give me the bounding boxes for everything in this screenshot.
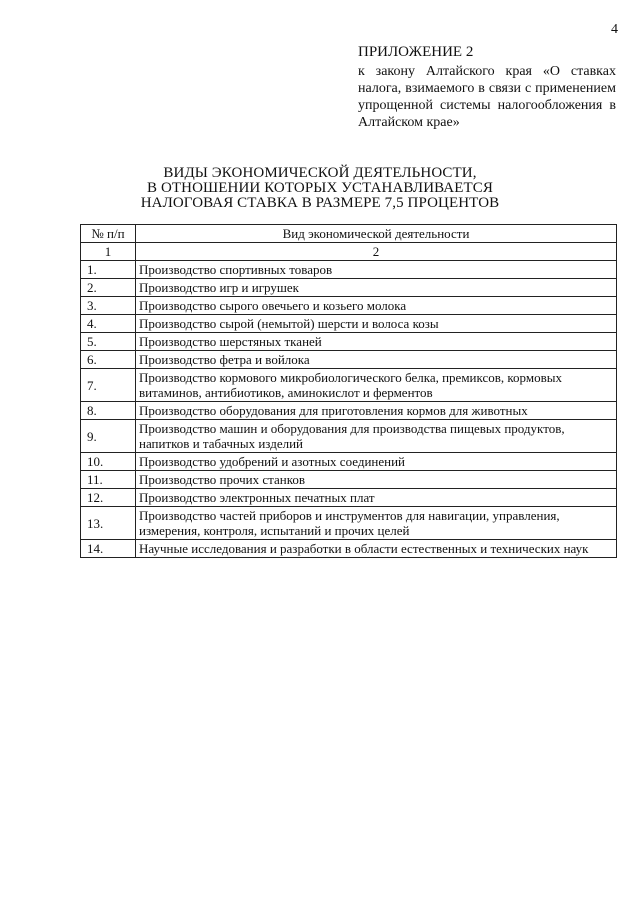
column-index-1: 1 xyxy=(81,243,136,261)
activity-name: Производство сырого овечьего и козьего молока xyxy=(136,297,617,315)
appendix-block xyxy=(358,44,616,131)
activity-name: Производство электронных печатных плат xyxy=(136,489,617,507)
column-index-2: 2 xyxy=(136,243,617,261)
row-number: 1. xyxy=(81,261,136,279)
activity-name: Производство шерстяных тканей xyxy=(136,333,617,351)
activity-name: Производство спортивных товаров xyxy=(136,261,617,279)
activities-table xyxy=(80,224,617,558)
table-row xyxy=(81,453,617,471)
row-number: 8. xyxy=(81,402,136,420)
row-number: 10. xyxy=(81,453,136,471)
row-number: 9. xyxy=(81,420,136,453)
table-row xyxy=(81,402,617,420)
heading-line-1: ВИДЫ ЭКОНОМИЧЕСКОЙ ДЕЯТЕЛЬНОСТИ, xyxy=(163,165,477,181)
activity-name: Производство прочих станков xyxy=(136,471,617,489)
row-number: 4. xyxy=(81,315,136,333)
column-index-row xyxy=(81,243,617,261)
appendix-text: к закону Алтайского края «О ставках налога, взимаемого в связи с применением упрощенной системы налогообложения в Алтайском крае» xyxy=(358,64,616,130)
table-row xyxy=(81,315,617,333)
table-row xyxy=(81,471,617,489)
table-row xyxy=(81,369,617,402)
appendix-title: ПРИЛОЖЕНИЕ 2 xyxy=(358,44,474,60)
activity-name: Производство машин и оборудования для производства пищевых продуктов, напитков и табачных изделий xyxy=(136,420,617,453)
row-number: 3. xyxy=(81,297,136,315)
row-number: 2. xyxy=(81,279,136,297)
row-number: 7. xyxy=(81,369,136,402)
row-number: 14. xyxy=(81,540,136,558)
document-heading xyxy=(120,166,520,211)
table-row xyxy=(81,489,617,507)
activity-name: Производство сырой (немытой) шерсти и волоса козы xyxy=(136,315,617,333)
heading-line-3: НАЛОГОВАЯ СТАВКА В РАЗМЕРЕ 7,5 ПРОЦЕНТОВ xyxy=(140,195,500,211)
row-number: 12. xyxy=(81,489,136,507)
activity-name: Производство кормового микробиологического белка, премиксов, кормовых витаминов, антибиотиков, аминокислот и ферментов xyxy=(136,369,617,402)
table-row xyxy=(81,507,617,540)
activity-name: Производство оборудования для приготовления кормов для животных xyxy=(136,402,617,420)
table-row xyxy=(81,297,617,315)
row-number: 11. xyxy=(81,471,136,489)
heading-line-2: В ОТНОШЕНИИ КОТОРЫХ УСТАНАВЛИВАЕТСЯ xyxy=(147,180,493,196)
table-row xyxy=(81,351,617,369)
row-number: 5. xyxy=(81,333,136,351)
row-number: 6. xyxy=(81,351,136,369)
table-row xyxy=(81,279,617,297)
row-number: 13. xyxy=(81,507,136,540)
table-row xyxy=(81,540,617,558)
table-row xyxy=(81,420,617,453)
activity-name: Производство частей приборов и инструментов для навигации, управления, измерения, контроля, испытаний и прочих целей xyxy=(136,507,617,540)
page-number: 4 xyxy=(611,22,618,37)
activity-name: Производство игр и игрушек xyxy=(136,279,617,297)
table-row xyxy=(81,333,617,351)
activity-name: Производство фетра и войлока xyxy=(136,351,617,369)
activity-name: Научные исследования и разработки в области естественных и технических наук xyxy=(136,540,617,558)
activity-name: Производство удобрений и азотных соединений xyxy=(136,453,617,471)
column-header-activity: Вид экономической деятельности xyxy=(136,225,617,243)
column-header-number: № п/п xyxy=(81,225,136,243)
table-header-row xyxy=(81,225,617,243)
table-row xyxy=(81,261,617,279)
